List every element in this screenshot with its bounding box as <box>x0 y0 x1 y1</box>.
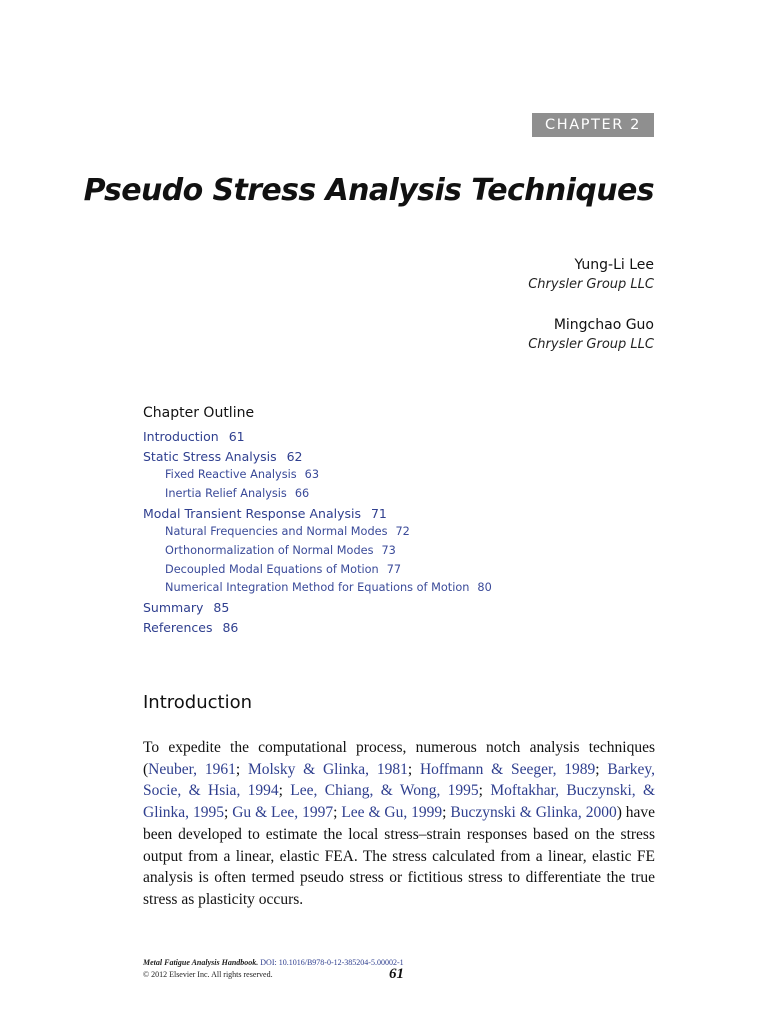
outline-item-page: 71 <box>370 505 387 521</box>
outline-item-page: 66 <box>294 486 310 500</box>
citation-link[interactable]: Moftakhar, Buczynski, & Glinka, 1995 <box>143 782 656 822</box>
outline-item[interactable] <box>143 466 663 485</box>
outline-item[interactable] <box>143 579 663 598</box>
outline-item[interactable] <box>143 447 663 467</box>
outline-item-title: Introduction <box>143 429 219 444</box>
outline-item-title: Numerical Integration Method for Equations of Motion <box>165 581 470 595</box>
author-block <box>528 257 654 292</box>
outline-item[interactable] <box>143 523 663 542</box>
footer-doi-link[interactable]: DOI: 10.1016/B978-0-12-385204-5.00002-1 <box>260 958 404 967</box>
citation-link[interactable]: Buczynski & Glinka, 2000 <box>450 804 617 822</box>
citation-link[interactable]: Barkey, Socie, & Hsia, 1994 <box>143 760 655 800</box>
citation-link[interactable]: Lee, Chiang, & Wong, 1995 <box>290 782 479 800</box>
outline-item[interactable] <box>143 427 663 447</box>
outline-item-title: Orthonormalization of Normal Modes <box>165 543 374 557</box>
outline-item-page: 85 <box>213 600 230 616</box>
paragraph-text: ; <box>333 804 342 822</box>
outline-item-page: 77 <box>386 562 402 576</box>
page-number: 61 <box>389 966 404 982</box>
outline-item-page: 73 <box>381 543 396 557</box>
author-block <box>528 317 654 352</box>
author-affiliation: Chrysler Group LLC <box>528 277 654 292</box>
outline-item[interactable] <box>143 618 663 638</box>
citation-link[interactable]: Gu & Lee, 1997 <box>232 804 334 822</box>
outline-item-page: 62 <box>286 448 303 464</box>
outline-item-title: Fixed Reactive Analysis <box>165 468 297 481</box>
outline-item-page: 80 <box>477 581 492 595</box>
footer-book-title: Metal Fatigue Analysis Handbook. <box>143 958 259 967</box>
citation-link[interactable]: Lee & Gu, 1999 <box>341 804 443 822</box>
footer-copyright: © 2012 Elsevier Inc. All rights reserved. <box>143 970 273 979</box>
author-affiliation: Chrysler Group LLC <box>528 337 654 352</box>
outline-item-page: 63 <box>304 468 320 481</box>
citation-link[interactable]: Neuber, 1961 <box>148 760 236 778</box>
body-paragraph <box>143 737 655 911</box>
outline-item-title: Inertia Relief Analysis <box>165 486 287 500</box>
citation-link[interactable]: Hoffmann & Seeger, 1989 <box>419 760 596 778</box>
outline-item[interactable] <box>143 542 663 561</box>
outline-item-title: References <box>143 619 213 635</box>
section-heading: Introduction <box>143 692 253 713</box>
outline-item-page: 86 <box>222 619 239 635</box>
outline-item-title: Summary <box>143 600 204 616</box>
outline-item-page: 72 <box>395 525 410 539</box>
paragraph-text: ; <box>478 782 491 800</box>
outline-item-title: Modal Transient Response Analysis <box>143 505 361 521</box>
paragraph-text: ; <box>442 804 451 822</box>
chapter-label: CHAPTER 2 <box>532 113 654 137</box>
outline-item[interactable] <box>143 561 663 580</box>
outline-item-title: Static Stress Analysis <box>143 448 277 464</box>
paragraph-text: ) have been developed to estimate the local stress–strain responses based on the stress output from a linear, elastic FEA. The stress calculated from a linear, elastic FE analysis is often termed pseudo stress or fictitious stress to differentiate the true stress as plasticity occurs. <box>143 804 656 908</box>
outline-item[interactable] <box>143 598 663 618</box>
paragraph-text: ; <box>223 804 233 822</box>
chapter-title: Pseudo Stress Analysis Techniques <box>83 173 654 208</box>
outline-item-title: Decoupled Modal Equations of Motion <box>165 562 379 576</box>
paragraph-text: To expedite the computational process, numerous notch analysis techniques ( <box>143 739 655 778</box>
author-name: Mingchao Guo <box>553 317 654 333</box>
paragraph-text: ; <box>595 760 608 778</box>
outline-heading: Chapter Outline <box>143 405 255 421</box>
outline-item[interactable] <box>143 485 663 504</box>
paragraph-text: ; <box>407 760 420 778</box>
paragraph-text: ; <box>235 760 248 778</box>
citation-link[interactable]: Molsky & Glinka, 1981 <box>247 760 408 778</box>
chapter-outline <box>143 405 663 637</box>
outline-item[interactable] <box>143 504 663 524</box>
outline-item-page: 61 <box>228 429 245 444</box>
outline-item-title: Natural Frequencies and Normal Modes <box>165 525 388 539</box>
author-name: Yung-Li Lee <box>574 257 654 273</box>
paragraph-text: ; <box>278 782 291 800</box>
outline-list <box>143 427 663 637</box>
